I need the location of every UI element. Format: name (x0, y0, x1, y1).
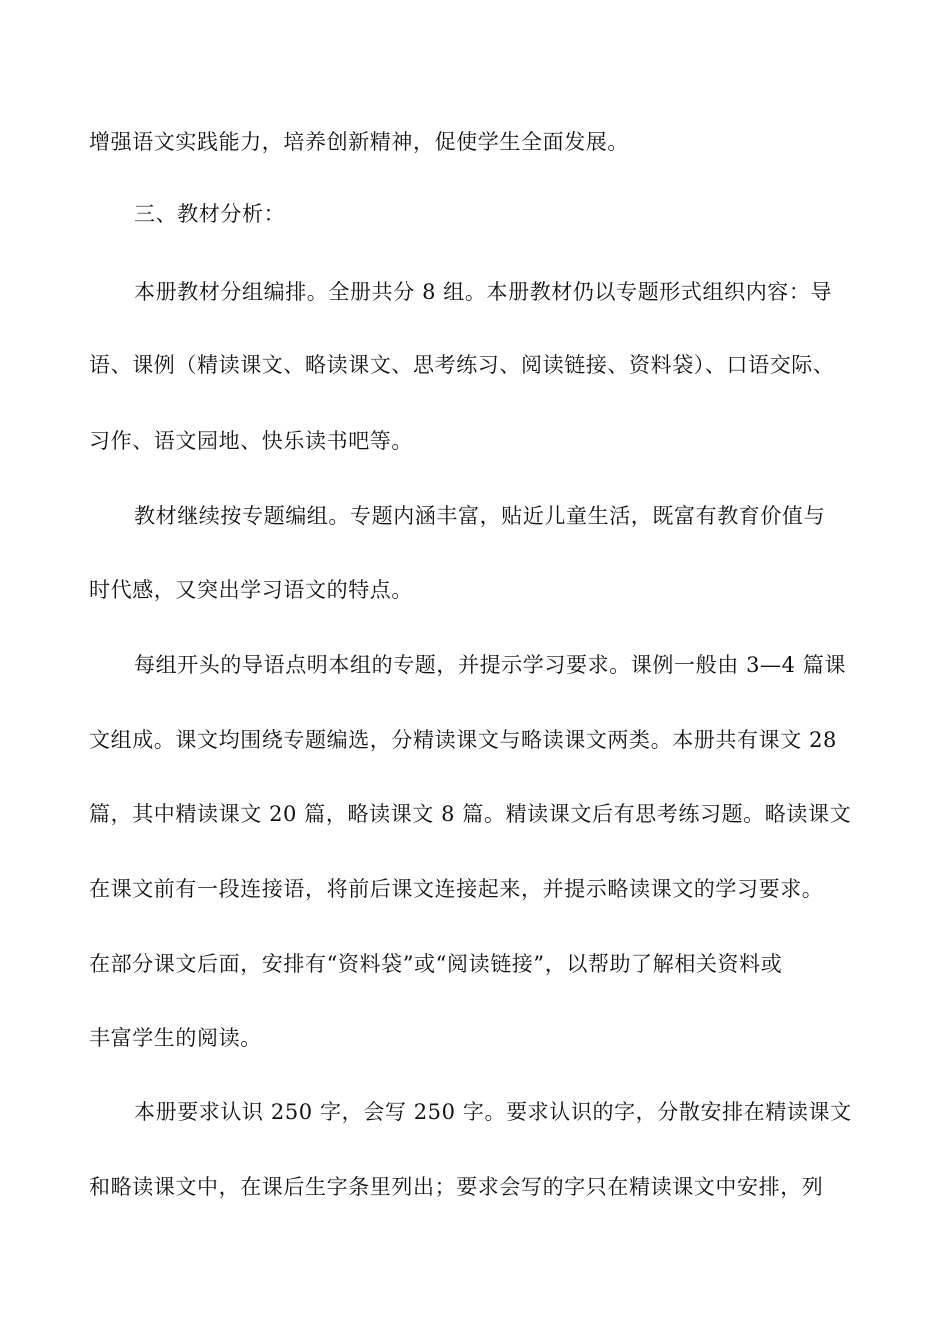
text-line-12: 在部分课文后面，安排有“资料袋”或“阅读链接”，以帮助了解相关资料或 (89, 952, 783, 976)
text-line-1: 增强语文实践能力，培养创新精神，促使学生全面发展。 (89, 130, 629, 154)
section-heading-textbook-analysis: 三、教材分析： (134, 202, 286, 226)
text-line-7: 时代感，又突出学习语文的特点。 (89, 578, 413, 602)
text-line-4: 语、课例（精读课文、略读课文、思考练习、阅读链接、资料袋）、口语交际、 (89, 353, 835, 377)
text-line-14: 本册要求认识 250 字，会写 250 字。要求认识的字，分散安排在精读课文 (134, 1100, 852, 1124)
text-line-11: 在课文前有一段连接语，将前后课文连接起来，并提示略读课文的学习要求。 (89, 877, 824, 901)
text-line-3: 本册教材分组编排。全册共分 8 组。本册教材仍以专题形式组织内容：导 (134, 280, 833, 304)
text-line-8: 每组开头的导语点明本组的专题，并提示学习要求。课例一般由 3—4 篇课 (134, 653, 847, 677)
text-line-13: 丰富学生的阅读。 (89, 1026, 262, 1050)
text-line-10: 篇，其中精读课文 20 篇，略读课文 8 篇。精读课文后有思考练习题。略读课文 (89, 802, 852, 826)
text-line-15: 和略读课文中，在课后生字条里列出；要求会写的字只在精读课文中安排，列 (89, 1175, 824, 1199)
text-line-5: 习作、语文园地、快乐读书吧等。 (89, 429, 413, 453)
text-line-9: 文组成。课文均围绕专题编选，分精读课文与略读课文两类。本册共有课文 28 (89, 728, 837, 752)
text-line-6: 教材继续按专题编组。专题内涵丰富，贴近儿童生活，既富有教育价值与 (134, 504, 826, 528)
